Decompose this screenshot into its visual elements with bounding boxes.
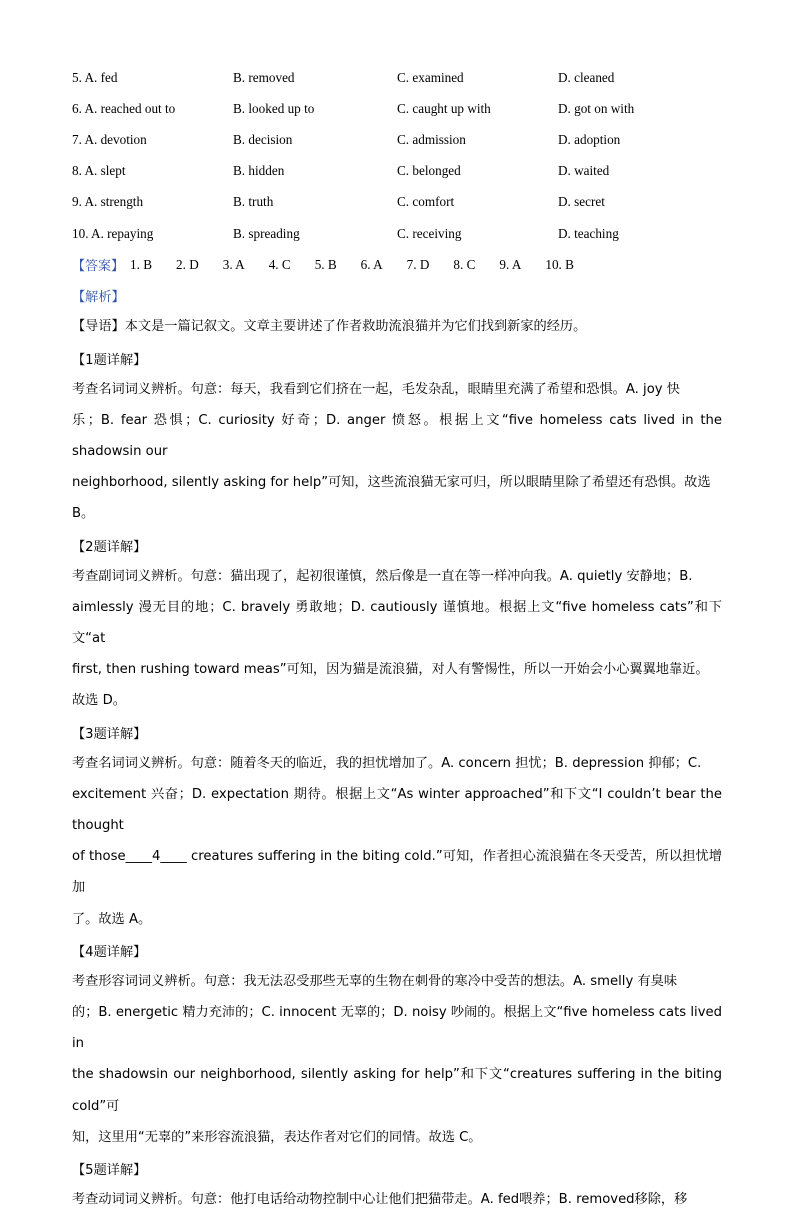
option-row bbox=[72, 187, 722, 218]
option-c: C. comfort bbox=[397, 194, 455, 210]
text-line: aimlessly 漫无目的地；C. bravely 勇敢地；D. cautiously 谨慎地。根据上文“five homeless cats”和下文“at bbox=[72, 599, 722, 646]
guide-line: 【导语】本文是一篇记叙文。文章主要讲述了作者救助流浪猫并为它们找到新家的经历。 bbox=[72, 319, 587, 335]
option-a: 8. A. slept bbox=[72, 163, 126, 179]
text-line: excitement 兴奋；D. expectation 期待。根据上文“As winter approached”和下文“I couldn’t bear the thought bbox=[72, 786, 722, 833]
text-line: B。 bbox=[72, 506, 95, 522]
option-c: C. receiving bbox=[397, 225, 462, 241]
option-b: B. truth bbox=[233, 194, 274, 210]
section-title: 【2题详解】 bbox=[72, 539, 147, 555]
option-a: 7. A. devotion bbox=[72, 131, 147, 147]
text-line: 的；B. energetic 精力充沛的；C. innocent 无辜的；D. noisy 吵闹的。根据上文“five homeless cats lived in bbox=[72, 1004, 722, 1052]
text-line: 考查名词词义辨析。句意：每天，我看到它们挤在一起，毛发杂乱，眼睛里充满了希望和恐惧。A. joy 快 bbox=[72, 381, 680, 397]
answer-item: 6. A bbox=[360, 256, 383, 272]
answer-item: 5. B bbox=[314, 256, 337, 272]
answer-item: 10. B bbox=[545, 256, 574, 272]
option-b: B. spreading bbox=[233, 225, 300, 241]
option-row bbox=[72, 93, 722, 124]
guide-text bbox=[72, 311, 722, 342]
answer-item: 4. C bbox=[268, 256, 291, 272]
option-d: D. teaching bbox=[558, 225, 619, 241]
document-page bbox=[72, 62, 722, 1215]
option-row bbox=[72, 218, 722, 249]
option-d: D. adoption bbox=[558, 131, 621, 147]
text-line: 考查形容词词义辨析。句意：我无法忍受那些无辜的生物在刺骨的寒冷中受苦的想法。A. smelly 有臭味 bbox=[72, 973, 678, 989]
option-c: C. belonged bbox=[397, 163, 461, 179]
answer-item: 3. A bbox=[222, 256, 245, 272]
option-c: C. admission bbox=[397, 131, 466, 147]
option-a: 10. A. repaying bbox=[72, 225, 154, 241]
text-line: first, then rushing toward meas”可知，因为猫是流浪猫，对人有警惕性，所以一开始会小心翼翼地靠近。 bbox=[72, 662, 709, 678]
answer-label: 【答案】 bbox=[72, 259, 125, 275]
section-body bbox=[72, 1184, 722, 1215]
option-b: B. hidden bbox=[233, 163, 285, 179]
section-title: 【5题详解】 bbox=[72, 1162, 147, 1178]
option-d: D. waited bbox=[558, 163, 610, 179]
option-b: B. decision bbox=[233, 131, 293, 147]
option-c: C. examined bbox=[397, 69, 464, 85]
answer-item: 2. D bbox=[176, 256, 199, 272]
text-line: of those____4____ creatures suffering in the biting cold.”可知，作者担心流浪猫在冬天受苦，所以担忧增加 bbox=[72, 849, 722, 896]
text-line: 考查名词词义辨析。句意：随着冬天的临近，我的担忧增加了。A. concern 担忧；B. depression 抑郁；C. bbox=[72, 755, 702, 771]
option-row bbox=[72, 62, 722, 93]
option-c: C. caught up with bbox=[397, 100, 491, 116]
option-d: D. secret bbox=[558, 194, 605, 210]
option-d: D. got on with bbox=[558, 100, 635, 116]
section-title: 【4题详解】 bbox=[72, 944, 147, 960]
option-d: D. cleaned bbox=[558, 69, 615, 85]
text-line: 考查副词词义辨析。句意：猫出现了，起初很谨慎，然后像是一直在等一样冲向我。A. quietly 安静地；B. bbox=[72, 568, 693, 584]
section-body bbox=[72, 561, 722, 717]
text-line: 考查动词词义辨析。句意：他打电话给动物控制中心让他们把猫带走。A. fed喂养；B. removed移除，移 bbox=[72, 1191, 688, 1207]
analysis-label: 【解析】 bbox=[72, 290, 125, 306]
section-title: 【3题详解】 bbox=[72, 726, 147, 742]
section-body bbox=[72, 374, 722, 530]
section-title: 【1题详解】 bbox=[72, 352, 147, 368]
option-a: 9. A. strength bbox=[72, 194, 144, 210]
option-row bbox=[72, 156, 722, 187]
answer-item: 1. B bbox=[130, 256, 152, 272]
answer-item: 8. C bbox=[453, 256, 476, 272]
option-a: 5. A. fed bbox=[72, 69, 118, 85]
option-b: B. looked up to bbox=[233, 100, 315, 116]
option-row bbox=[72, 124, 722, 155]
section-body bbox=[72, 966, 722, 1153]
option-b: B. removed bbox=[233, 69, 295, 85]
text-line: 故选 D。 bbox=[72, 693, 126, 709]
option-a: 6. A. reached out to bbox=[72, 100, 176, 116]
answer-item: 9. A bbox=[499, 256, 522, 272]
text-line: 了。故选 A。 bbox=[72, 911, 152, 927]
options-list bbox=[72, 62, 722, 249]
text-line: the shadowsin our neighborhood, silently asking for help”和下文“creatures suffering in the biting cold”可 bbox=[72, 1067, 722, 1114]
answer-key bbox=[72, 249, 722, 280]
answer-item: 7. D bbox=[406, 256, 430, 272]
text-line: neighborhood, silently asking for help”可知，这些流浪猫无家可归，所以眼睛里除了希望还有恐惧。故选 bbox=[72, 475, 711, 491]
text-line: 乐；B. fear 恐惧；C. curiosity 好奇；D. anger 愤怒。根据上文“five homeless cats lived in the shadowsin our bbox=[72, 412, 722, 459]
text-line: 知，这里用“无辜的”来形容流浪猫，表达作者对它们的同情。故选 C。 bbox=[72, 1129, 482, 1145]
section-body bbox=[72, 748, 722, 935]
